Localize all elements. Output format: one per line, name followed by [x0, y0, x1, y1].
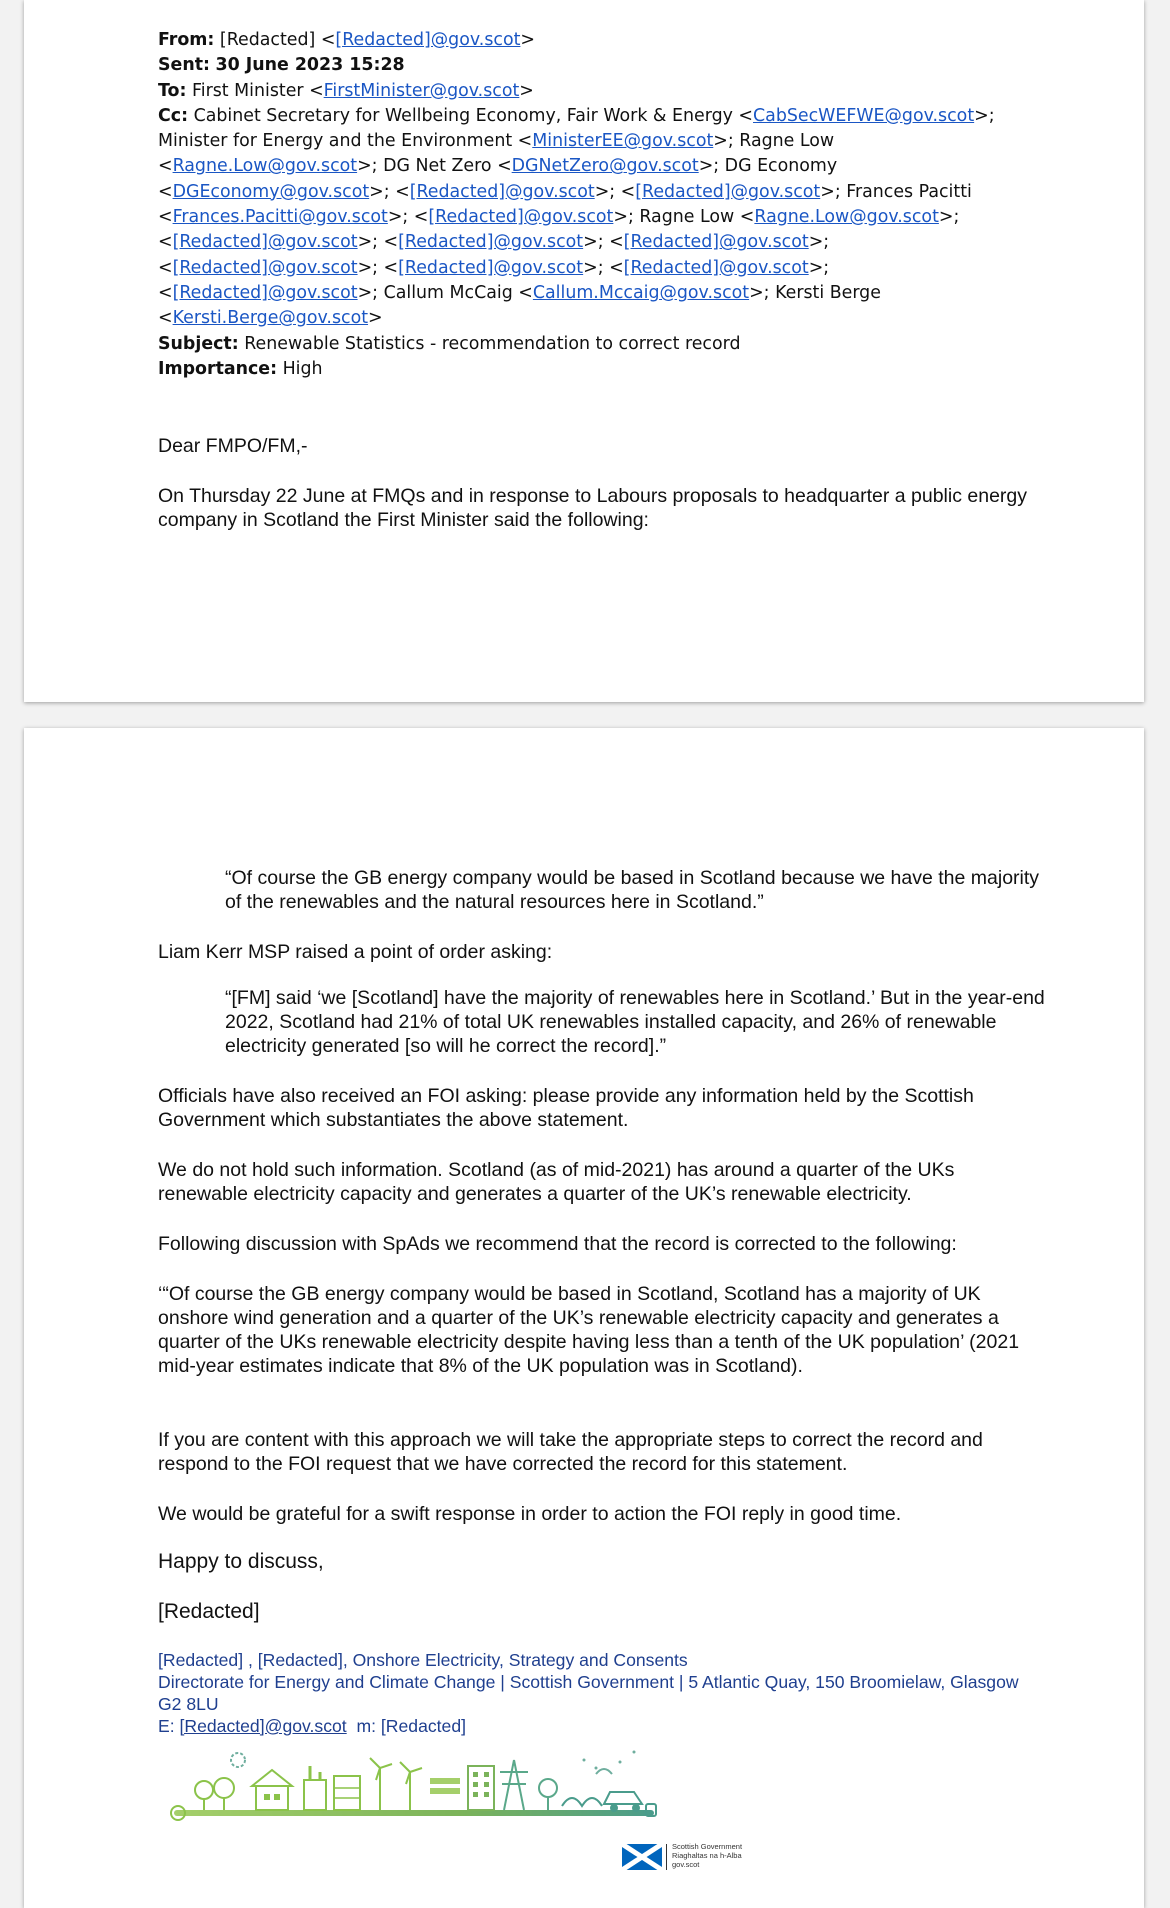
- sent-label: Sent:: [158, 55, 210, 76]
- cc-email-link[interactable]: DGNetZero@gov.scot: [511, 156, 699, 177]
- cc-email-link[interactable]: [Redacted]@gov.scot: [398, 257, 584, 278]
- from-label: From:: [158, 30, 215, 50]
- email-page-2: [24, 728, 1144, 1908]
- from-name: [Redacted]: [219, 30, 316, 50]
- from-row: From: [Redacted] <[Redacted]@gov.scot>: [158, 30, 535, 50]
- subject-label: Subject:: [158, 333, 239, 354]
- logo-text-web: gov.scot: [672, 1860, 700, 1869]
- logo-divider: [666, 1844, 667, 1870]
- logo-text-gd: Riaghaltas na h-Alba: [672, 1851, 742, 1860]
- cc-name: Minister for Energy and the Environment: [158, 131, 513, 152]
- sent-value: 30 June 2023 15:28: [215, 55, 405, 76]
- signature-address: Directorate for Energy and Climate Change | Scottish Government | 5 Atlantic Quay, 150 Broomielaw, Glasgow G2 8LU: [158, 1672, 1019, 1714]
- email-page-1: [24, 0, 1144, 702]
- paragraph-2: Liam Kerr MSP raised a point of order asking:: [158, 941, 553, 963]
- cc-name: DG Economy: [724, 156, 838, 177]
- cc-email-link[interactable]: [Redacted]@gov.scot: [428, 207, 614, 228]
- cc-row-1: Cc: Cabinet Secretary for Wellbeing Economy, Fair Work & Energy <CabSecWEFWE@gov.scot>;: [158, 105, 995, 126]
- cc-email-link[interactable]: [Redacted]@gov.scot: [398, 232, 584, 253]
- cc-email-link[interactable]: Ragne.Low@gov.scot: [754, 207, 939, 228]
- to-name: First Minister: [192, 80, 304, 101]
- paragraph-1: On Thursday 22 June at FMQs and in response to Labours proposals to headquarter a public energy company in Scotland the First Minister said the following:: [158, 485, 1027, 531]
- quote-1: “Of course the GB energy company would be based in Scotland because we have the majority of the renewables and the natural resources here in Scotland.”: [225, 867, 1040, 913]
- paragraph-7: If you are content with this approach we will take the appropriate steps to correct the record and respond to the FOI request that we have corrected the record for this statement.: [158, 1429, 983, 1475]
- signature-email-label: E:: [158, 1716, 175, 1736]
- paragraph-8: We would be grateful for a swift response in order to action the FOI reply in good time.: [158, 1503, 902, 1525]
- cc-row-5: <Frances.Pacitti@gov.scot>; <[Redacted]@gov.scot>; Ragne Low <Ragne.Low@gov.scot>;: [158, 207, 960, 228]
- cc-name: Ragne Low: [639, 207, 735, 228]
- cc-email-link[interactable]: [Redacted]@gov.scot: [623, 232, 809, 253]
- saltire-flag-icon: [622, 1844, 662, 1870]
- cc-email-link[interactable]: [Redacted]@gov.scot: [635, 181, 821, 202]
- signature-email-link[interactable]: [Redacted]@gov.scot: [179, 1716, 347, 1736]
- cc-row-8: <[Redacted]@gov.scot>; Callum McCaig <Callum.Mccaig@gov.scot>; Kersti Berge: [158, 282, 881, 303]
- cc-row-2: Minister for Energy and the Environment <MinisterEE@gov.scot>; Ragne Low: [158, 131, 835, 152]
- cc-label: Cc:: [158, 105, 189, 126]
- paragraph-6: ‘“Of course the GB energy company would be based in Scotland, Scotland has a majority of UK onshore wind generation and a quarter of the UK’s renewable electricity capacity and generates a quarter of the UKs renewable electricity despite having less than a tenth of the UK population’ (2021 mid-year estimates indicate that 8% of the UK population was in Scotland).: [158, 1283, 1020, 1377]
- signature-contact: [158, 1715, 1038, 1737]
- cc-email-link[interactable]: Frances.Pacitti@gov.scot: [172, 207, 388, 228]
- scottish-government-logo: [622, 1838, 772, 1878]
- cc-email-link[interactable]: [Redacted]@gov.scot: [172, 282, 358, 303]
- cc-name: DG Net Zero: [383, 156, 492, 177]
- email-signature: [158, 1649, 1038, 1737]
- cc-row-4: <DGEconomy@gov.scot>; <[Redacted]@gov.scot>; <[Redacted]@gov.scot>; Frances Pacitti: [158, 181, 972, 202]
- cc-name: Cabinet Secretary for Wellbeing Economy, Fair Work & Energy: [193, 105, 733, 126]
- subject-value: Renewable Statistics - recommendation to correct record: [244, 333, 741, 354]
- cc-email-link[interactable]: [Redacted]@gov.scot: [172, 232, 358, 253]
- greeting: Dear FMPO/FM,-: [158, 435, 308, 457]
- paragraph-3: Officials have also received an FOI asking: please provide any information held by the Scottish Government which substantiates the above statement.: [158, 1085, 974, 1131]
- closing: Happy to discuss,: [158, 1550, 324, 1573]
- cc-email-link[interactable]: Kersti.Berge@gov.scot: [172, 308, 369, 329]
- sent-row: [158, 53, 1058, 78]
- cc-row-3: <Ragne.Low@gov.scot>; DG Net Zero <DGNetZero@gov.scot>; DG Economy: [158, 156, 838, 177]
- from-email-link[interactable]: [Redacted]@gov.scot: [335, 30, 521, 50]
- to-label: To:: [158, 80, 187, 101]
- cc-row-9: <Kersti.Berge@gov.scot>: [158, 308, 383, 329]
- signature-role: [Redacted] , [Redacted], Onshore Electricity, Strategy and Consents: [158, 1650, 688, 1670]
- importance-label: Importance:: [158, 358, 278, 379]
- cc-name: Frances Pacitti: [846, 181, 972, 202]
- email-header: [158, 28, 1058, 382]
- cc-email-link[interactable]: [Redacted]@gov.scot: [172, 257, 358, 278]
- cc-name: Callum McCaig: [383, 282, 513, 303]
- cc-row-7: <[Redacted]@gov.scot>; <[Redacted]@gov.scot>; <[Redacted]@gov.scot>;: [158, 257, 830, 278]
- signature-name: [Redacted]: [158, 1600, 260, 1623]
- subject-row: [158, 332, 1058, 357]
- cc-email-link[interactable]: [Redacted]@gov.scot: [623, 257, 809, 278]
- cc-email-link[interactable]: Ragne.Low@gov.scot: [172, 156, 358, 177]
- paragraph-4: We do not hold such information. Scotland (as of mid-2021) has around a quarter of the UKs renewable electricity capacity and generates a quarter of the UK’s renewable electricity.: [158, 1159, 955, 1205]
- to-row: To: First Minister <FirstMinister@gov.scot>: [158, 80, 534, 101]
- importance-row: [158, 357, 1058, 382]
- logo-text: [672, 1842, 742, 1869]
- cc-email-link[interactable]: [Redacted]@gov.scot: [409, 181, 595, 202]
- cc-row-6: <[Redacted]@gov.scot>; <[Redacted]@gov.scot>; <[Redacted]@gov.scot>;: [158, 232, 830, 253]
- logo-text-en: Scottish Government: [672, 1842, 743, 1851]
- cc-email-link[interactable]: DGEconomy@gov.scot: [172, 181, 370, 202]
- cc-name: Kersti Berge: [775, 282, 881, 303]
- signature-mobile: m: [Redacted]: [356, 1716, 466, 1736]
- cc-email-link[interactable]: Callum.Mccaig@gov.scot: [532, 282, 750, 303]
- importance-value: High: [282, 358, 323, 379]
- cc-email-link[interactable]: CabSecWEFWE@gov.scot: [753, 105, 975, 126]
- quote-2: “[FM] said ‘we [Scotland] have the majority of renewables here in Scotland.’ But in the year-end 2022, Scotland had 21% of total UK renewables installed capacity, and 26% of renewable electricity generated [so will he correct the record].”: [225, 987, 1045, 1057]
- cc-name: Ragne Low: [739, 131, 835, 152]
- to-email-link[interactable]: FirstMinister@gov.scot: [323, 80, 520, 101]
- paragraph-5: Following discussion with SpAds we recommend that the record is corrected to the following:: [158, 1233, 957, 1255]
- cc-email-link[interactable]: MinisterEE@gov.scot: [532, 131, 714, 152]
